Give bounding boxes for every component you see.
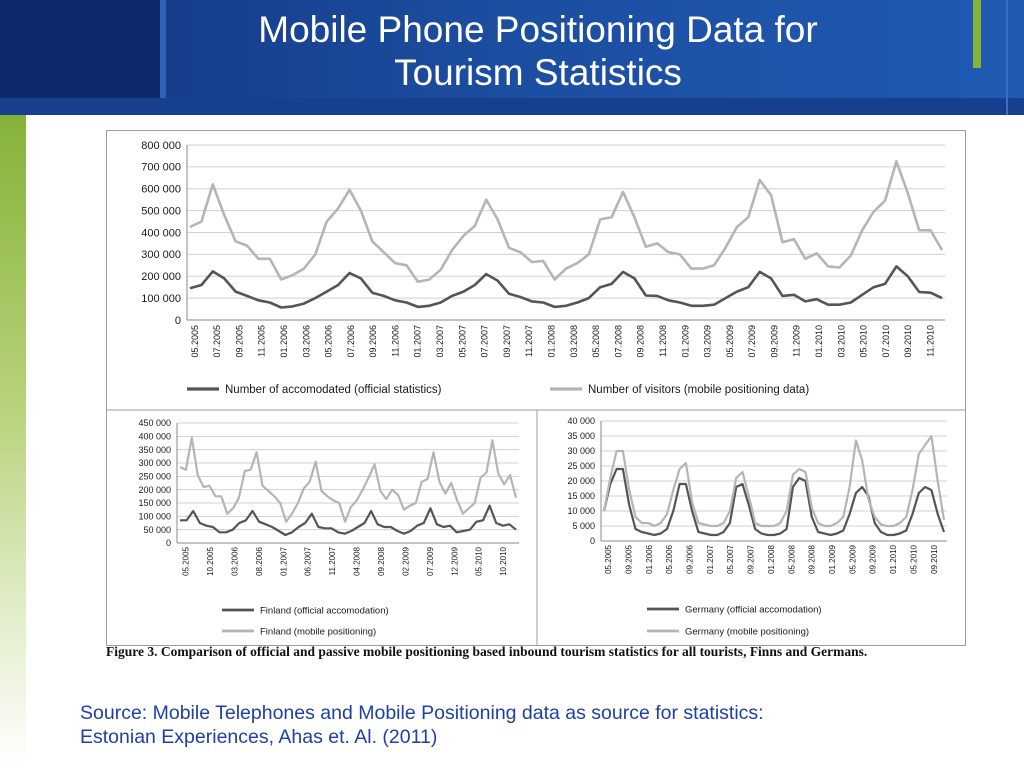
green-sidebar xyxy=(0,115,26,768)
x-tick-label: 03.2006 xyxy=(301,325,312,358)
x-tick-label: 09.2009 xyxy=(769,325,780,358)
header-right-line xyxy=(1006,0,1008,115)
x-tick-label: 01.2010 xyxy=(814,325,825,358)
x-tick-label: 03.2009 xyxy=(702,325,713,358)
x-tick-label: 09.2010 xyxy=(929,545,939,574)
x-tick-label: 07.2009 xyxy=(425,547,435,576)
y-tick-label: 800 000 xyxy=(141,139,181,152)
y-tick-label: 200 000 xyxy=(138,484,171,495)
x-tick-label: 01.2007 xyxy=(705,545,715,574)
y-tick-label: 450 000 xyxy=(138,418,171,429)
legend-label: Finland (mobile positioning) xyxy=(260,626,377,638)
chart-all xyxy=(141,140,945,396)
x-tick-label: 11.2008 xyxy=(657,325,668,357)
legend-label: Germany (official accomodation) xyxy=(685,604,822,616)
x-tick-label: 11.2009 xyxy=(791,325,802,357)
x-tick-label: 08.2006 xyxy=(254,547,264,576)
slide-header xyxy=(0,0,1024,115)
x-tick-label: 09.2006 xyxy=(685,545,695,574)
y-tick-label: 25 000 xyxy=(567,461,595,472)
x-tick-label: 09.2007 xyxy=(501,325,512,358)
x-tick-label: 05.2010 xyxy=(909,545,919,574)
source-citation xyxy=(80,701,980,749)
x-tick-label: 05.2010 xyxy=(474,547,484,576)
x-tick-label: 05.2009 xyxy=(724,325,735,358)
series-line-mobile xyxy=(190,161,942,281)
header-green-accent xyxy=(973,0,981,68)
x-tick-label: 05.2006 xyxy=(323,325,334,358)
y-tick-label: 300 000 xyxy=(138,458,171,469)
y-tick-label: 400 000 xyxy=(141,227,181,240)
y-tick-label: 700 000 xyxy=(141,161,181,174)
x-tick-label: 06.2007 xyxy=(303,547,313,576)
x-tick-label: 11.2007 xyxy=(328,547,338,576)
y-tick-label: 350 000 xyxy=(138,444,171,455)
y-tick-label: 40 000 xyxy=(567,416,595,427)
x-tick-label: 09.2005 xyxy=(234,325,245,358)
y-tick-label: 35 000 xyxy=(567,431,595,442)
x-tick-label: 04.2008 xyxy=(352,547,362,576)
x-tick-label: 03.2006 xyxy=(230,547,240,576)
y-tick-label: 5 000 xyxy=(572,521,595,532)
x-tick-label: 03.2010 xyxy=(836,325,847,358)
legend-label: Finland (official accomodation) xyxy=(260,605,389,617)
x-tick-label: 03.2007 xyxy=(435,325,446,358)
x-tick-label: 05.2005 xyxy=(604,545,614,574)
x-tick-label: 01.2007 xyxy=(412,325,423,358)
x-tick-label: 07.2005 xyxy=(212,325,223,358)
x-tick-label: 09.2007 xyxy=(746,545,756,574)
y-tick-label: 500 000 xyxy=(141,205,181,218)
header-divider xyxy=(160,0,166,98)
y-tick-label: 30 000 xyxy=(567,446,595,457)
y-tick-label: 600 000 xyxy=(141,183,181,196)
y-tick-label: 300 000 xyxy=(141,249,181,262)
x-tick-label: 01.2008 xyxy=(766,545,776,574)
x-tick-label: 07.2009 xyxy=(747,325,758,358)
x-tick-label: 05.2007 xyxy=(457,325,468,358)
x-tick-label: 03.2008 xyxy=(568,325,579,358)
x-tick-label: 01.2009 xyxy=(828,545,838,574)
x-tick-label: 09.2008 xyxy=(635,325,646,358)
x-tick-label: 05.2005 xyxy=(189,325,200,358)
figure-caption: Figure 3. Comparison of official and passive mobile positioning based inbound tourism statistics for all tourists, Finns and Germans. xyxy=(106,644,868,659)
x-tick-label: 05.2008 xyxy=(591,325,602,358)
x-tick-label: 12.2009 xyxy=(450,547,460,576)
y-tick-label: 50 000 xyxy=(143,524,171,535)
x-tick-label: 01.2007 xyxy=(279,547,289,576)
x-tick-label: 05.2009 xyxy=(848,545,858,574)
x-tick-label: 09.2006 xyxy=(368,325,379,358)
legend-label: Number of accomodated (official statistics) xyxy=(225,384,442,397)
x-tick-label: 07.2008 xyxy=(613,325,624,358)
title-line-2: Tourism Statistics xyxy=(394,52,682,93)
x-tick-label: 02.2009 xyxy=(401,547,411,576)
y-tick-label: 200 000 xyxy=(141,271,181,284)
title-line-1: Mobile Phone Positioning Data for xyxy=(258,9,818,50)
x-tick-label: 01.2008 xyxy=(546,325,557,358)
series-line-official xyxy=(190,266,942,307)
x-tick-label: 09.2009 xyxy=(868,545,878,574)
y-tick-label: 150 000 xyxy=(138,498,171,509)
x-tick-label: 10.2010 xyxy=(499,547,509,576)
x-tick-label: 11.2010 xyxy=(925,325,936,357)
x-tick-label: 01.2009 xyxy=(680,325,691,358)
slide-title xyxy=(200,8,876,94)
y-tick-label: 0 xyxy=(174,314,181,327)
x-tick-label: 05.2008 xyxy=(787,545,797,574)
x-tick-label: 07.2007 xyxy=(479,325,490,358)
source-line-1: Source: Mobile Telephones and Mobile Positioning data as source for statistics: xyxy=(80,702,764,724)
y-tick-label: 15 000 xyxy=(567,491,595,502)
y-tick-label: 10 000 xyxy=(567,506,595,517)
x-tick-label: 07.2006 xyxy=(345,325,356,358)
header-dark-square xyxy=(0,0,160,98)
x-tick-label: 01.2006 xyxy=(278,325,289,358)
x-tick-label: 09.2010 xyxy=(903,325,914,358)
legend-label: Number of visitors (mobile positioning data) xyxy=(588,384,810,397)
header-band xyxy=(0,98,1024,115)
x-tick-label: 05.2005 xyxy=(181,547,191,576)
x-tick-label: 11.2007 xyxy=(524,325,535,357)
figure-panel xyxy=(106,130,966,646)
y-tick-label: 250 000 xyxy=(138,471,171,482)
x-tick-label: 01.2010 xyxy=(889,545,899,574)
x-tick-label: 01.2006 xyxy=(644,545,654,574)
x-tick-label: 09.2008 xyxy=(807,545,817,574)
x-tick-label: 10.2005 xyxy=(205,547,215,576)
y-tick-label: 100 000 xyxy=(138,511,171,522)
x-tick-label: 05.2006 xyxy=(665,545,675,574)
chart-finland xyxy=(138,418,519,637)
y-tick-label: 400 000 xyxy=(138,431,171,442)
x-tick-label: 09.2008 xyxy=(376,547,386,576)
x-tick-label: 05.2007 xyxy=(726,545,736,574)
figure-charts xyxy=(107,131,965,645)
x-tick-label: 11.2005 xyxy=(256,325,267,357)
source-line-2: Estonian Experiences, Ahas et. Al. (2011) xyxy=(80,726,438,748)
chart-germany xyxy=(567,416,947,637)
series-line-mobile xyxy=(180,438,516,522)
y-tick-label: 0 xyxy=(165,538,171,549)
x-tick-label: 11.2006 xyxy=(390,325,401,357)
x-tick-label: 05.2010 xyxy=(858,325,869,358)
y-tick-label: 20 000 xyxy=(567,476,595,487)
legend-label: Germany (mobile positioning) xyxy=(685,626,810,638)
x-tick-label: 09.2005 xyxy=(624,545,634,574)
x-tick-label: 07.2010 xyxy=(880,325,891,358)
y-tick-label: 100 000 xyxy=(141,292,181,305)
y-tick-label: 0 xyxy=(589,536,595,547)
